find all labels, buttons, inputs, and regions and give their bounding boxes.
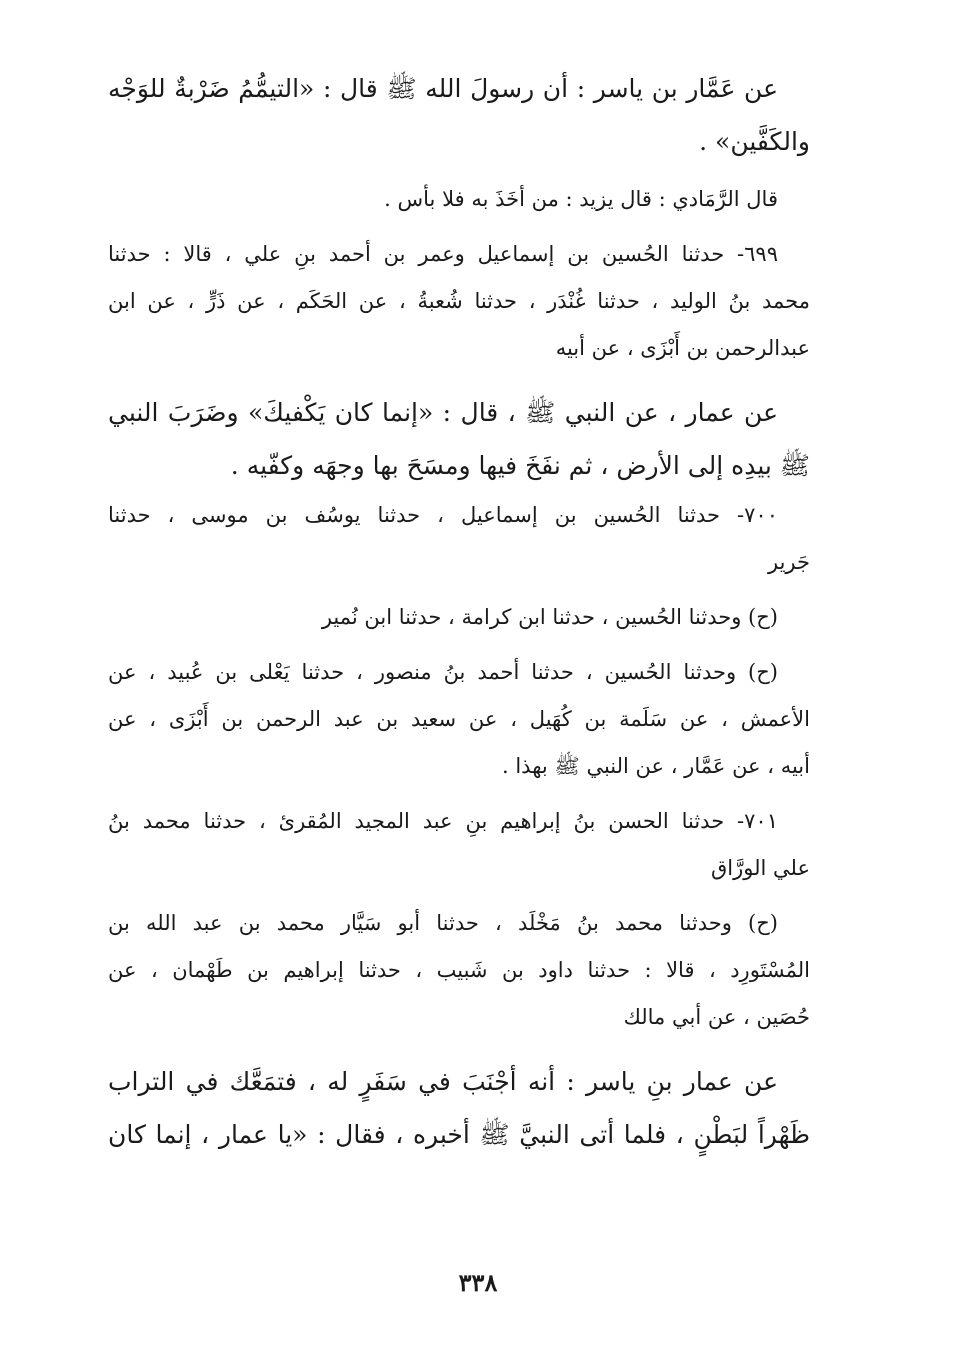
commentary-paragraph [108, 176, 810, 223]
text-line: ظَهْراً لبَطْنٍ ، فلما أتى النبيَّ ﷺ أخبره ، فقال : «يا عمار ، إنما كان [108, 1120, 810, 1149]
hadith-text-paragraph [108, 386, 810, 492]
isnad-paragraph-699 [108, 231, 810, 372]
page-body [108, 62, 810, 1161]
isnad-paragraph [108, 649, 810, 790]
isnad-paragraph [108, 900, 810, 1041]
text-line: حُصَين ، عن أبي مالك [623, 1005, 810, 1029]
page-number: ٣٣٨ [458, 1268, 498, 1297]
text-line: (ح) وحدثنا محمد بنُ مَخْلَد ، حدثنا أبو سَيَّار محمد بن عبد الله بن [108, 911, 778, 935]
text-line: عبدالرحمن بن أَبْزَى ، عن أبيه [555, 336, 810, 360]
hadith-text-paragraph [108, 62, 810, 168]
text-line: عن عمار بنِ ياسر : أنه أجْنَبَ في سَفَرٍ له ، فتمَعَّك في التراب [108, 1067, 778, 1096]
text-line: أبيه ، عن عَمَّار ، عن النبي ﷺ بهذا . [502, 754, 810, 778]
isnad-paragraph-701 [108, 798, 810, 892]
isnad-paragraph [108, 594, 810, 641]
text-line: المُسْتَورِد ، قالا : حدثنا داود بن شَبيب ، حدثنا إبراهيم بن طَهْمان ، عن [108, 958, 810, 982]
text-line: محمد بنُ الوليد ، حدثنا غُنْدَر ، حدثنا شُعبةُ ، عن الحَكَم ، عن ذَرٍّ ، عن ابن [108, 289, 810, 313]
text-line: عن عَمَّار بن ياسر : أن رسولَ الله ﷺ قال : «التيمُّمُ ضَرْبةٌ للوَجْه [108, 74, 778, 103]
text-line: ﷺ بيدِه إلى الأرض ، ثم نفَخَ فيها ومسَحَ بها وجهَه وكفّيه . [230, 451, 810, 480]
isnad-paragraph-700 [108, 492, 810, 586]
text-line: (ح) وحدثنا الحُسين ، حدثنا أحمد بنُ منصور ، حدثنا يَعْلى بن عُبيد ، عن [108, 660, 778, 684]
text-line: جَرير [768, 550, 810, 574]
hadith-text-paragraph [108, 1055, 810, 1161]
text-line: والكَفَّين» . [699, 127, 810, 156]
text-line: قال الرَّمَادي : قال يزيد : من أخَذَ به فلا بأس . [384, 187, 778, 211]
text-line: الأعمش ، عن سَلَمة بن كُهَيل ، عن سعيد بن عبد الرحمن بن أَبْزَى ، عن [108, 707, 810, 731]
text-line: علي الورَّاق [710, 856, 810, 880]
text-line: ٦٩٩- حدثنا الحُسين بن إسماعيل وعمر بن أحمد بنِ علي ، قالا : حدثنا [108, 242, 778, 266]
text-line: عن عمار ، عن النبي ﷺ ، قال : «إنما كان يَكْفيكَ» وضَرَبَ النبي [108, 398, 778, 427]
text-line: ٧٠١- حدثنا الحسن بنُ إبراهيم بنِ عبد المجيد المُقرئ ، حدثنا محمد بنُ [108, 809, 778, 833]
text-line: ٧٠٠- حدثنا الحُسين بن إسماعيل ، حدثنا يوسُف بن موسى ، حدثنا [108, 503, 778, 527]
text-line: (ح) وحدثنا الحُسين ، حدثنا ابن كرامة ، حدثنا ابن نُمير [321, 605, 778, 629]
